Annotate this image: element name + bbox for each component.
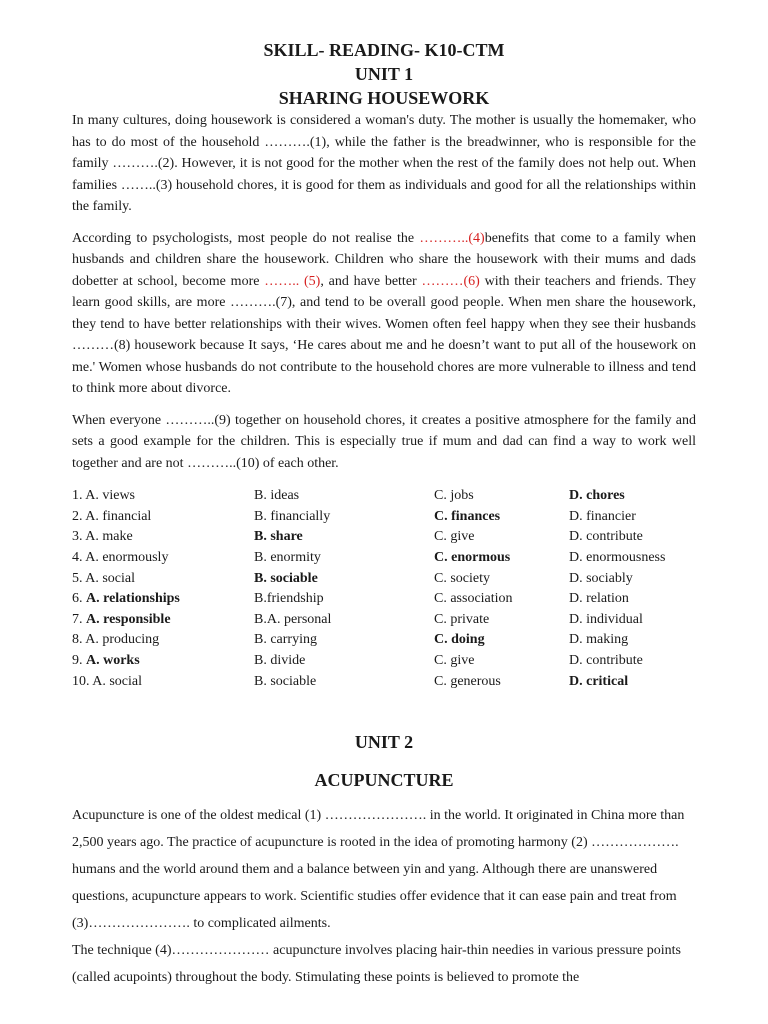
option-a: 1. A. views xyxy=(72,488,135,504)
unit1-heading: UNIT 1 xyxy=(354,64,414,84)
question-number: 9. xyxy=(72,653,86,669)
question-row xyxy=(72,486,696,507)
option-c: C. enormous xyxy=(434,550,511,566)
option-a: 8. A. producing xyxy=(72,632,160,648)
option-label: A. works xyxy=(86,653,140,669)
option-b: B. share xyxy=(254,529,303,545)
option-label: A. responsible xyxy=(86,611,171,627)
option-a: 2. A. financial xyxy=(72,508,152,524)
unit2-paragraph-1: Acupuncture is one of the oldest medical (1) …………………. in the world. It originated in China more than 2,500 years ago. The practice of acupuncture is rooted in the idea of promoting harmony (2) ………………. humans and the world around them and a balance between yin and yang. Although there are unanswered questions, acupuncture appears to work. Scientific studies offer evidence that it can ease pain and treat from (3)…………………. to complicated ailments. xyxy=(72,807,685,931)
option-d: D. making xyxy=(569,632,629,648)
option-c: C. give xyxy=(434,529,475,545)
option-d: D. contribute xyxy=(569,529,643,545)
option-d: D. individual xyxy=(569,611,643,627)
unit1-paragraph-3: When everyone ………..(9) together on household chores, it creates a positive atmosphere for the family and sets a good example for the children. This is especially true if mum and dad can find a way to work well together and are not ………..(10) of each other. xyxy=(72,412,696,471)
document-title: SKILL- READING- K10-CTM xyxy=(263,40,505,60)
option-c: C. jobs xyxy=(434,488,474,504)
option-d: D. enormousness xyxy=(569,550,666,566)
question-row xyxy=(72,651,696,672)
question-row xyxy=(72,507,696,528)
option-b: B. enormity xyxy=(254,550,321,566)
option-c: C. generous xyxy=(434,673,501,689)
option-d: D. sociably xyxy=(569,570,633,586)
option-c: C. finances xyxy=(434,508,501,524)
option-d: D. critical xyxy=(569,673,629,689)
option-d: D. financier xyxy=(569,508,636,524)
text-segment: benefits that come to a family when husbands and children share the housework. Children who share the housework with their mums and dads dobetter at school, become more xyxy=(72,230,697,289)
text-segment: with their teachers and friends. They learn good skills, are more ……….(7), and tend to be overall good people. When men share the housework, they tend to have better relationships with their wives. Women often feel happy when they see their husbands ………(8) housework because It says, ‘He cares about me and he doesn’t want to put all of the housework on me.' Women whose husbands do not contribute to the household chores are more vulnerable to illness and tend to think more about divorce. xyxy=(72,273,696,396)
option-a: 5. A. social xyxy=(72,570,135,586)
text-segment: , and have better xyxy=(320,273,422,289)
text-segment: According to psychologists, most people do not realise the xyxy=(72,230,420,246)
option-a: 3. A. make xyxy=(72,529,133,545)
option-d: D. chores xyxy=(569,488,625,504)
question-number: 7. xyxy=(72,611,86,627)
question-number: 6. xyxy=(72,591,86,607)
option-b: B. financially xyxy=(254,508,331,524)
unit2-paragraph-2: The technique (4)………………… acupuncture involves placing hair-thin needies in various pressure points (called acupoints) throughout the body. Stimulating these points is believed to promote the xyxy=(72,942,681,985)
option-a: 10. A. social xyxy=(72,673,142,689)
option-b: B.friendship xyxy=(254,591,324,607)
option-c: C. give xyxy=(434,653,475,669)
unit2-topic-heading: ACUPUNCTURE xyxy=(314,769,454,790)
option-c: C. private xyxy=(434,611,490,627)
option-b: B. sociable xyxy=(254,570,318,586)
option-c: C. doing xyxy=(434,632,485,648)
question-row xyxy=(72,589,696,610)
answer-options-table xyxy=(72,486,696,692)
question-row xyxy=(72,630,696,651)
unit1-topic-heading: SHARING HOUSEWORK xyxy=(278,88,490,108)
unit2-heading: UNIT 2 xyxy=(354,731,414,752)
option-b: B. divide xyxy=(254,653,306,669)
unit1-paragraph-1: In many cultures, doing housework is considered a woman's duty. The mother is usually the homemaker, who has to do most of the household ……….(1), while the father is the breadwinner, who is responsible for the family ……….(2). However, it is not good for the mother when the rest of the family does not help out. When families ……..(3) household chores, it is good for them as individuals and good for all the relationships within the family. xyxy=(72,113,696,214)
option-a xyxy=(72,610,254,631)
question-row xyxy=(72,548,696,569)
option-a: 4. A. enormously xyxy=(72,550,169,566)
option-a xyxy=(72,589,254,610)
option-d: D. relation xyxy=(569,591,629,607)
option-b: B. sociable xyxy=(254,673,317,689)
question-row xyxy=(72,610,696,631)
question-row xyxy=(72,671,696,692)
option-label: A. relationships xyxy=(86,591,180,607)
unit1-paragraph-2 xyxy=(72,228,696,400)
blank-4: ………..(4) xyxy=(419,230,485,246)
blank-6: ………(6) xyxy=(421,273,480,289)
option-b: B.A. personal xyxy=(254,611,332,627)
question-row xyxy=(72,527,696,548)
option-c: C. society xyxy=(434,570,490,586)
option-b: B. carrying xyxy=(254,632,317,648)
option-a xyxy=(72,651,254,672)
option-c: C. association xyxy=(434,591,513,607)
question-row xyxy=(72,568,696,589)
option-d: D. contribute xyxy=(569,653,643,669)
option-b: B. ideas xyxy=(254,488,300,504)
blank-5: …….. (5) xyxy=(264,273,321,289)
